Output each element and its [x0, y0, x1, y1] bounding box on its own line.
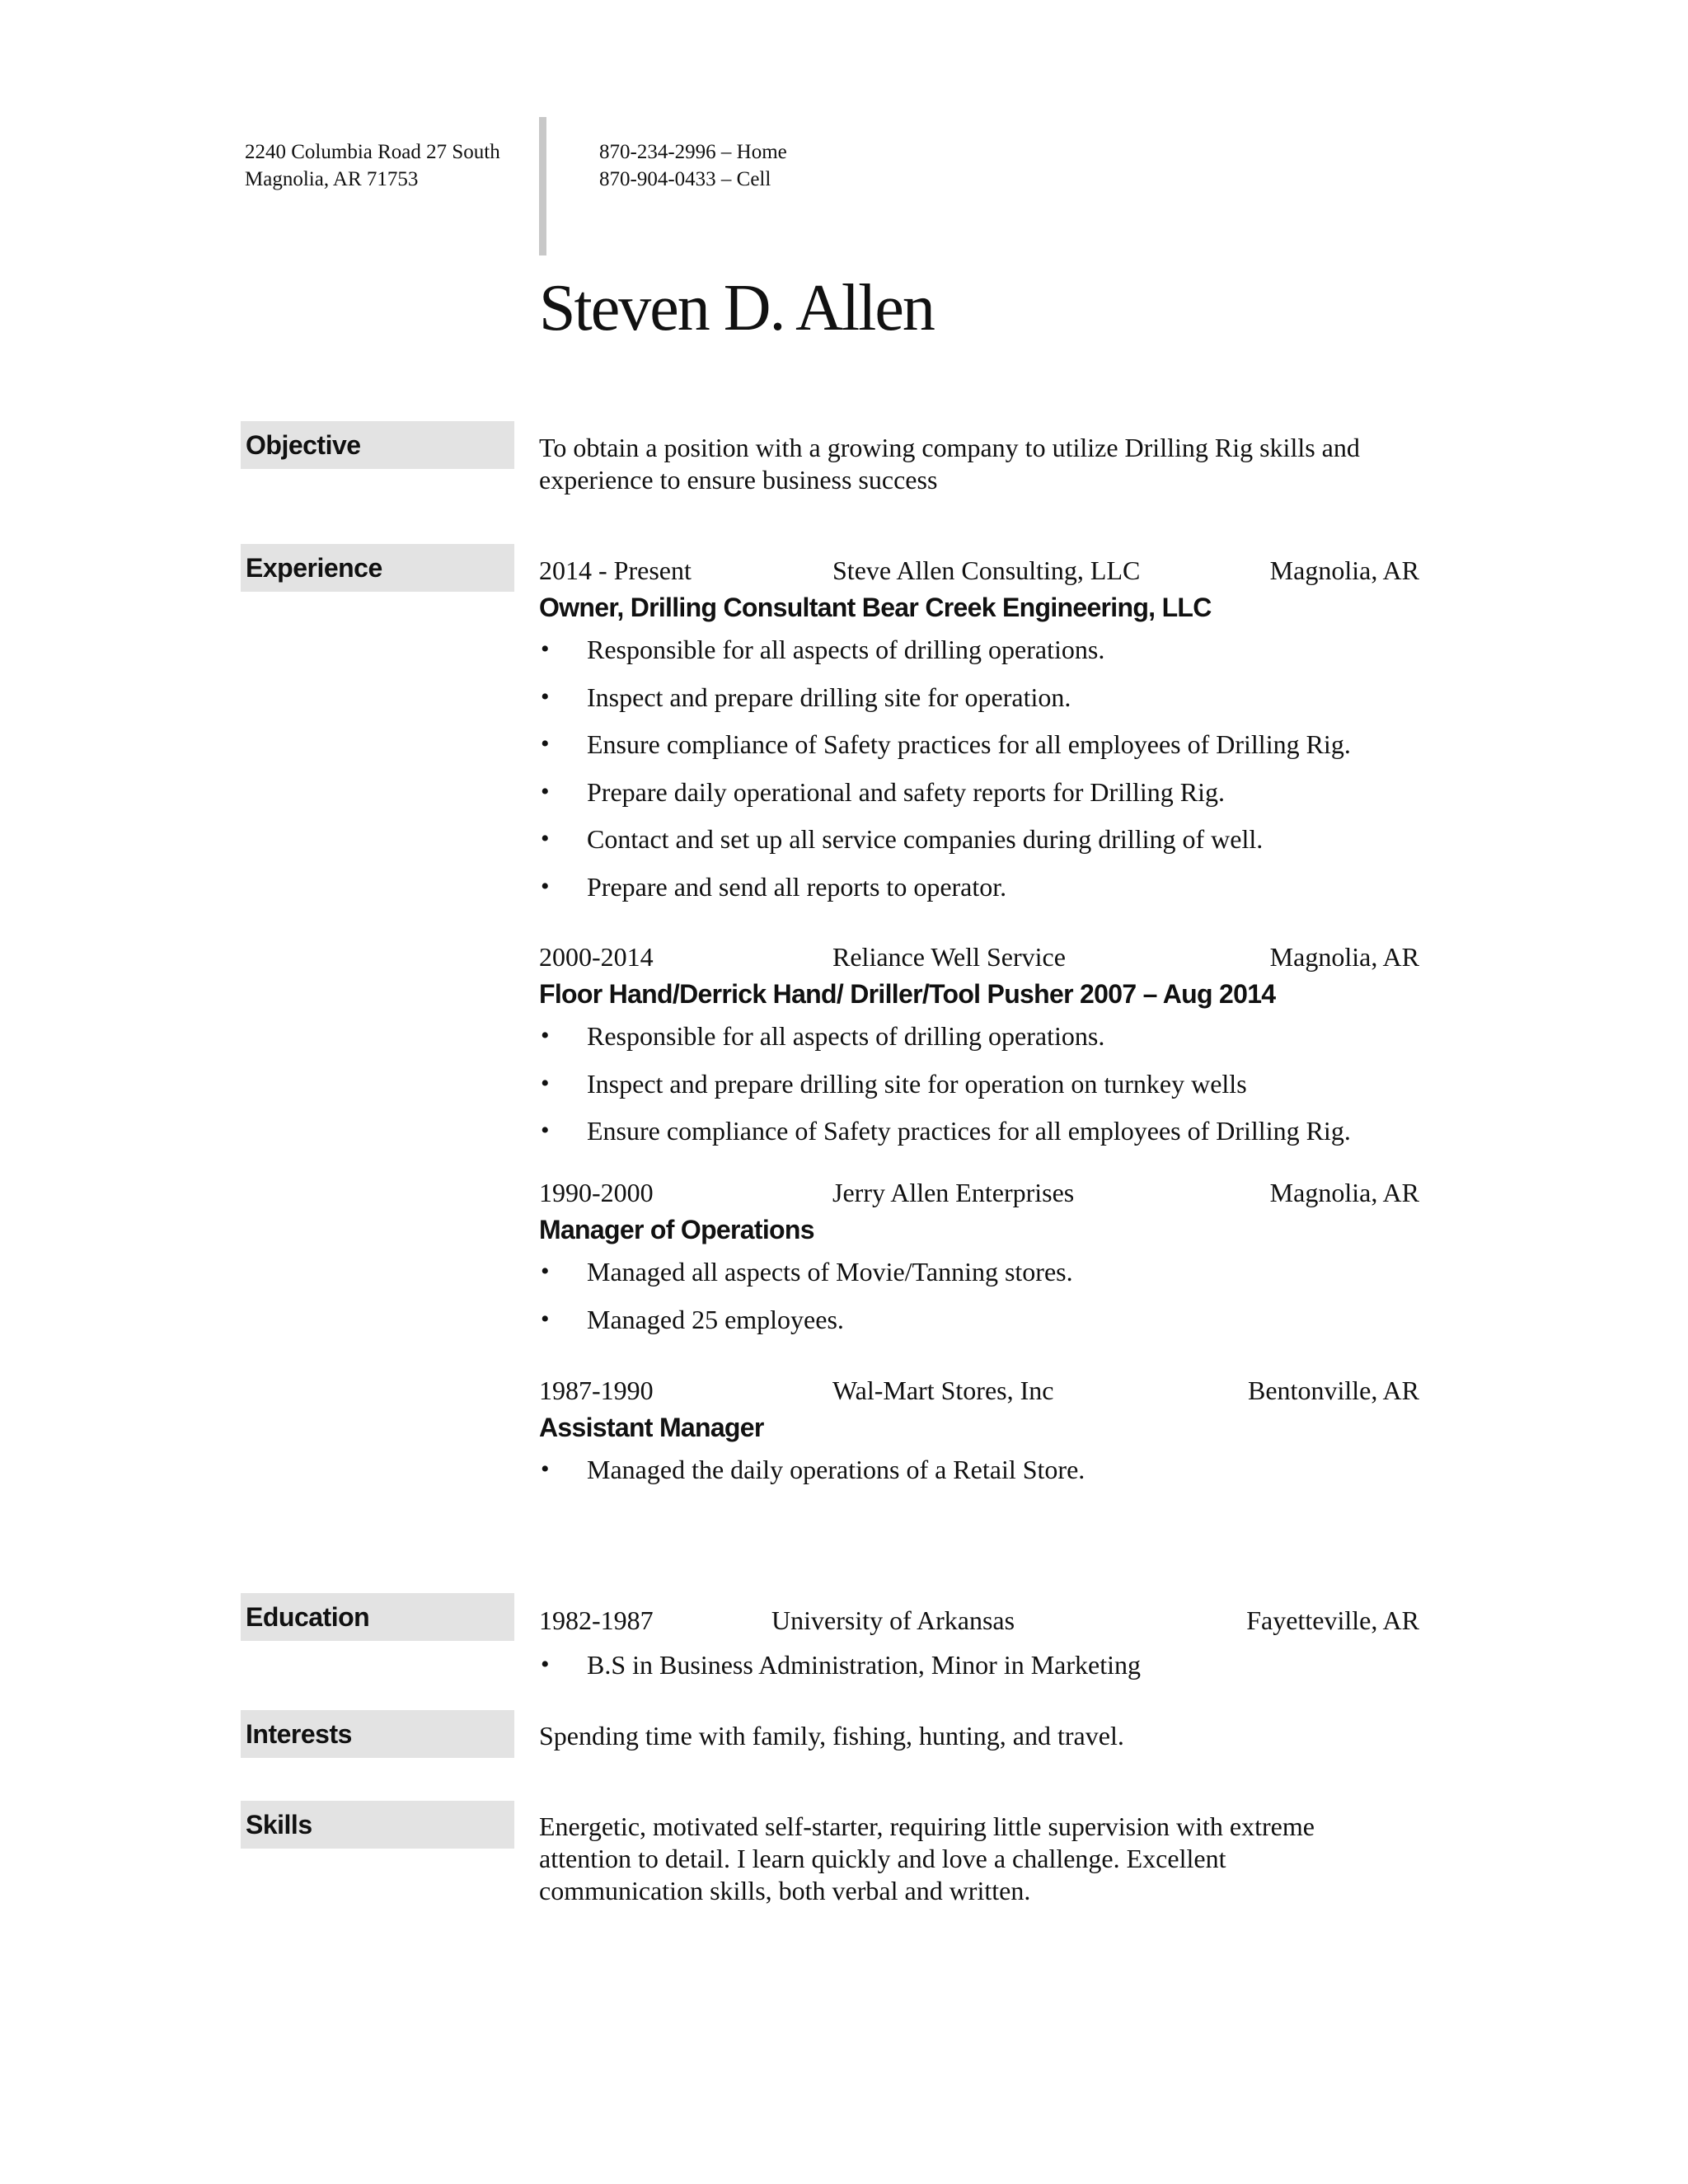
bullet-icon: •: [541, 872, 550, 900]
section-label-experience: Experience: [241, 544, 514, 592]
list-item: • Ensure compliance of Safety practices for all employees of Drilling Rig.: [541, 1116, 1351, 1146]
job-title: Manager of Operations: [539, 1215, 814, 1244]
list-item: • Inspect and prepare drilling site for operation on turnkey wells: [541, 1068, 1247, 1099]
job-location: Magnolia, AR: [1269, 1178, 1419, 1207]
skills-line-2: attention to detail. I learn quickly and love a challenge. Excellent: [539, 1844, 1226, 1873]
list-item: • Prepare daily operational and safety reports for Drilling Rig.: [541, 776, 1225, 807]
skills-line-1: Energetic, motivated self-starter, requiring little supervision with extreme: [539, 1811, 1315, 1841]
job-location: Magnolia, AR: [1269, 555, 1419, 585]
job-bullet-list: [539, 1453, 1085, 1501]
job-company: Reliance Well Service: [832, 942, 1066, 972]
section-label-education: Education: [241, 1593, 514, 1641]
section-label-interests: Interests: [241, 1710, 514, 1758]
list-item: • Ensure compliance of Safety practices for all employees of Drilling Rig.: [541, 729, 1351, 759]
interests-text: Spending time with family, fishing, hunting, and travel.: [539, 1721, 1124, 1750]
bullet-icon: •: [541, 1258, 550, 1285]
job-title: Assistant Manager: [539, 1413, 764, 1442]
address-line-1: 2240 Columbia Road 27 South: [245, 141, 500, 163]
job-title: Floor Hand/Derrick Hand/ Driller/Tool Pusher 2007 – Aug 2014: [539, 979, 1276, 1009]
bullet-icon: •: [541, 1305, 550, 1333]
bullet-icon: •: [541, 777, 550, 805]
bullet-icon: •: [541, 825, 550, 852]
list-item: • Managed all aspects of Movie/Tanning stores.: [541, 1257, 1073, 1286]
phone-home: 870-234-2996 – Home: [599, 141, 787, 163]
job-company: Jerry Allen Enterprises: [832, 1178, 1075, 1207]
list-item: • Contact and set up all service companies during drilling of well.: [541, 824, 1264, 854]
bullet-icon: •: [541, 1022, 550, 1049]
list-item: • Inspect and prepare drilling site for operation.: [541, 682, 1071, 712]
list-item: • Prepare and send all reports to operator.: [541, 871, 1007, 902]
list-item: • Managed 25 employees.: [541, 1304, 844, 1334]
phone-cell: 870-904-0433 – Cell: [599, 168, 771, 190]
education-dates: 1982-1987: [539, 1605, 654, 1635]
bullet-icon: •: [541, 1117, 550, 1144]
bullet-icon: •: [541, 1651, 550, 1678]
bullet-icon: •: [541, 730, 550, 757]
bullet-icon: •: [541, 635, 550, 663]
job-dates: 1990-2000: [539, 1178, 654, 1207]
address-block: [245, 138, 500, 193]
bullet-icon: •: [541, 1455, 550, 1483]
section-label-objective: Objective: [241, 421, 514, 469]
job-bullet-list: [539, 1255, 1073, 1350]
objective-line-1: To obtain a position with a growing company to utilize Drilling Rig skills and: [539, 433, 1360, 462]
job-company: Wal-Mart Stores, Inc: [832, 1376, 1054, 1405]
job-dates: 2000-2014: [539, 942, 654, 972]
job-company: Steve Allen Consulting, LLC: [832, 555, 1141, 585]
bullet-icon: •: [541, 682, 550, 710]
list-item: • Responsible for all aspects of drilling operations.: [541, 1021, 1105, 1051]
candidate-name: Steven D. Allen: [539, 272, 934, 344]
job-bullet-list: [539, 633, 1351, 917]
education-bullet-list: [539, 1648, 1141, 1696]
job-header: [539, 1176, 1419, 1209]
bullet-icon: •: [541, 1069, 550, 1097]
job-location: Bentonville, AR: [1248, 1376, 1419, 1405]
list-item: • Managed the daily operations of a Retail Store.: [541, 1455, 1085, 1484]
job-dates: 1987-1990: [539, 1376, 654, 1405]
education-school: University of Arkansas: [771, 1605, 1015, 1635]
header-divider: [539, 117, 546, 255]
skills-text: [539, 1811, 1315, 1907]
list-item: • Responsible for all aspects of drilling operations.: [541, 635, 1105, 664]
skills-line-3: communication skills, both verbal and written.: [539, 1876, 1031, 1905]
job-dates: 2014 - Present: [539, 555, 692, 585]
job-title: Owner, Drilling Consultant Bear Creek Engineering, LLC: [539, 593, 1212, 622]
objective-line-2: experience to ensure business success: [539, 465, 938, 494]
objective-text: [539, 432, 1360, 496]
section-label-skills: Skills: [241, 1801, 514, 1849]
job-header: [539, 554, 1419, 587]
job-header: [539, 940, 1419, 973]
address-line-2: Magnolia, AR 71753: [245, 168, 419, 190]
education-location: Fayetteville, AR: [1246, 1605, 1419, 1635]
education-header: [539, 1604, 1419, 1637]
job-bullet-list: [539, 1019, 1351, 1162]
list-item: • B.S in Business Administration, Minor in Marketing: [541, 1650, 1142, 1680]
job-location: Magnolia, AR: [1269, 942, 1419, 972]
job-header: [539, 1374, 1419, 1407]
phone-block: [599, 138, 787, 193]
